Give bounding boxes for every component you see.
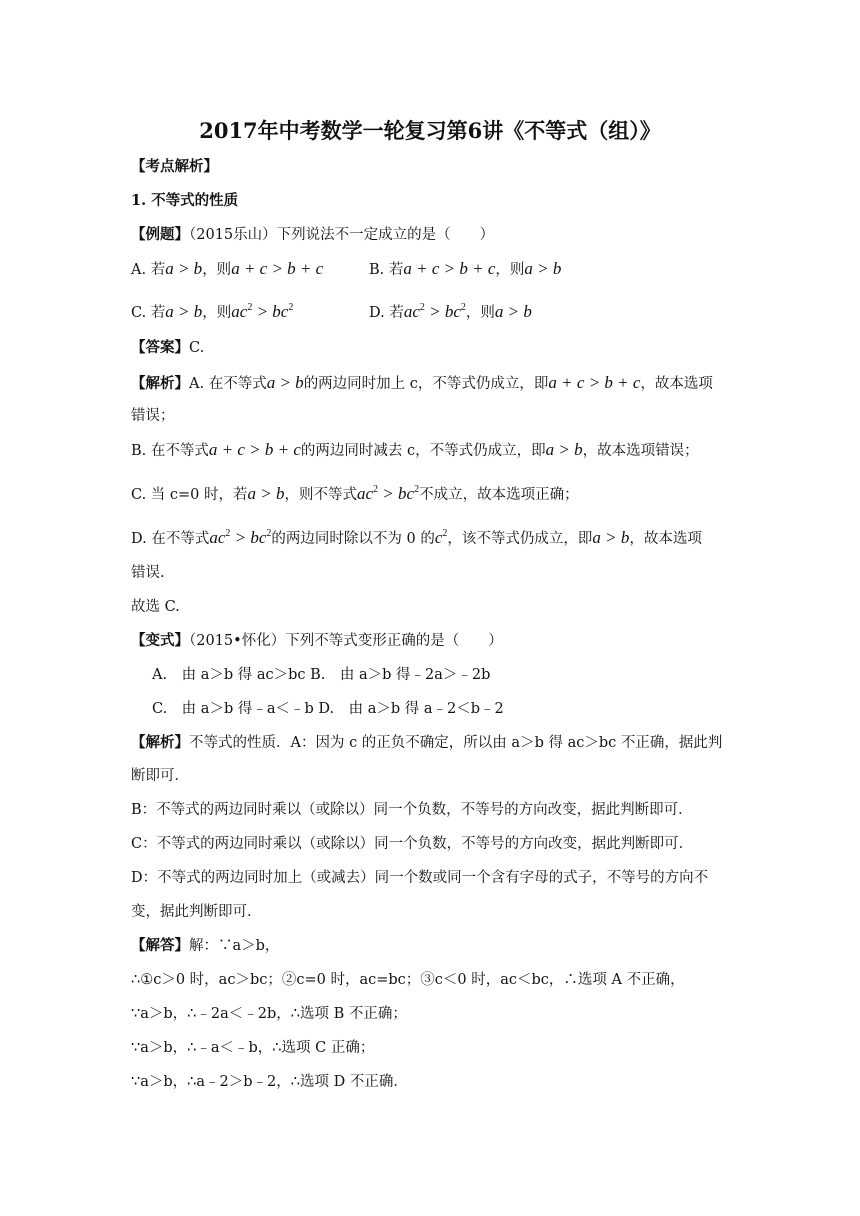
analysis-line-b: B. 在不等式a + c > b + c的两边同时减去 c，不等式仍成立，即a > b，故本选项错误； <box>131 440 699 459</box>
variant-analysis-6: 变，据此判断即可． <box>131 904 262 920</box>
topic-heading: 1. 不等式的性质 <box>131 192 239 209</box>
option-d: D. 若$ac^2 > bc^2$，则a > b <box>369 302 532 321</box>
analysis-line-a-cont: 错误； <box>131 408 175 424</box>
variant-question: 【变式】（2015•怀化）下列不等式变形正确的是（ ） <box>131 632 503 649</box>
variant-analysis-3: B：不等式的两边同时乘以（或除以）同一个负数，不等号的方向改变，据此判断即可． <box>131 802 693 818</box>
variant-options-ab: A. 由 a＞b 得 ac＞bc B. 由 a＞b 得﹣2a＞﹣2b <box>152 667 491 683</box>
analysis-line-a: 【解析】A. 在不等式a > b的两边同时加上 c，不等式仍成立，即a + c > b + c，故本选项 <box>131 373 713 392</box>
answer-line: 【答案】C. <box>131 339 205 356</box>
variant-analysis-1: 【解析】不等式的性质．A：因为 c 的正负不确定，所以由 a＞b 得 ac＞bc 不正确，据此判 <box>131 734 723 751</box>
variant-analysis-4: C：不等式的两边同时乘以（或除以）同一个负数，不等号的方向改变，据此判断即可． <box>131 836 694 852</box>
example-question <box>131 225 494 245</box>
analysis-line-d-cont: 错误. <box>131 565 165 581</box>
page-title: 2017年中考数学一轮复习第6讲《不等式（组）》 <box>199 118 661 143</box>
variant-analysis-2: 断即可． <box>131 768 189 784</box>
variant-options-cd: C. 由 a＞b 得﹣a＜﹣b D. 由 a＞b 得 a﹣2＜b﹣2 <box>152 701 504 717</box>
analysis-line-d: D. 在不等式$ac^2 > bc^2$的两边同时除以不为 0 的$c^2$，该不等式仍成立，即a > b，故本选项 <box>131 528 702 547</box>
option-a: A. 若a > b，则a + c > b + c <box>131 259 324 278</box>
variant-solution-5: ∵a＞b，∴a﹣2＞b﹣2，∴选项 D 不正确． <box>131 1074 408 1090</box>
variant-solution-1: 【解答】解：∵a＞b， <box>131 937 280 954</box>
analysis-line-c: C. 当 c=0 时，若a > b，则不等式$ac^2 > bc^2$不成立，故本选项正确； <box>131 484 579 503</box>
example-label: 【例题】 <box>131 226 189 243</box>
variant-analysis-5: D：不等式的两边同时加上（或减去）同一个数或同一个含有字母的式子，不等号的方向不 <box>131 870 709 886</box>
option-b: B. 若a + c > b + c，则a > b <box>369 259 562 278</box>
variant-solution-4: ∵a＞b，∴﹣a＜﹣b，∴选项 C 正确； <box>131 1040 375 1056</box>
option-c: C. 若a > b，则$ac^2 > bc^2$ <box>131 302 294 321</box>
variant-solution-3: ∵a＞b，∴﹣2a＜﹣2b，∴选项 B 不正确； <box>131 1006 407 1022</box>
variant-solution-2: ∴①c＞0 时，ac＞bc；②c=0 时，ac=bc；③c＜0 时，ac＜bc，∴选项 A 不正确， <box>131 972 685 988</box>
section-header: 【考点解析】 <box>131 158 218 175</box>
example-text: （2015乐山）下列说法不一定成立的是（ ） <box>189 227 495 243</box>
conclusion-line: 故选 C. <box>131 599 180 615</box>
